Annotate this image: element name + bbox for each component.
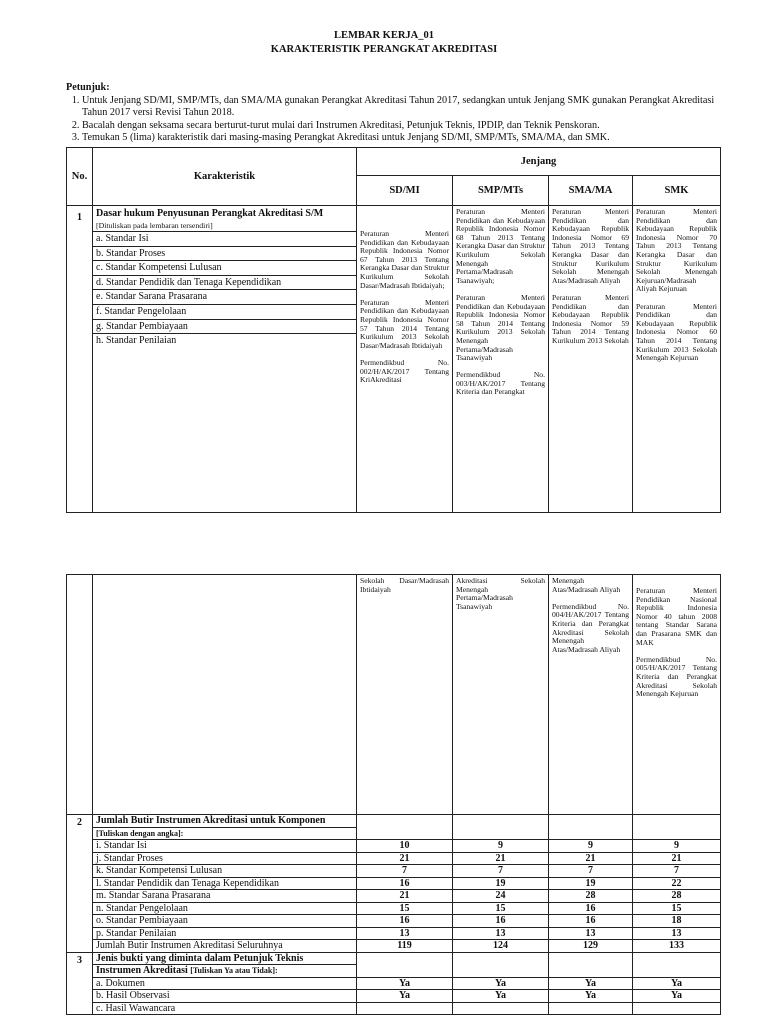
count-value: 16 <box>453 915 549 928</box>
law-text: Peraturan Menteri Pendidikan dan Kebudayaan Republik Indonesia Nomor 69 Tahun 2013 Tentang Kerangka Dasar dan Struktur Kurikulum Sekolah Menengah Atas/Madrasah Aliyah <box>552 207 629 285</box>
count-value: 22 <box>633 877 721 890</box>
row1-sma-cell <box>549 206 633 513</box>
count-value: 15 <box>633 902 721 915</box>
count-label: l. Standar Pendidik dan Tenaga Kependidikan <box>93 877 357 890</box>
row2-title: Jumlah Butir Instrumen Akreditasi untuk Komponen <box>93 815 357 828</box>
row1-item: e. Standar Sarana Prasarana <box>93 290 356 305</box>
total-label: Jumlah Butir Instrumen Akreditasi Seluruhnya <box>93 940 357 953</box>
law-text: Peraturan Menteri Pendidikan dan Kebudayaan Republik Indonesia Nomor 57 Tahun 2014 Tentang Kurikulum 2013 Sekolah Dasar/Madrasah Ibtidaiyah <box>360 297 449 350</box>
page-title: LEMBAR KERJA_01 <box>333 30 435 41</box>
instructions <box>66 82 720 145</box>
total-value: 124 <box>453 940 549 953</box>
count-value: 21 <box>453 852 549 865</box>
page-subtitle: KARAKTERISTIK PERANGKAT AKREDITASI <box>270 44 498 55</box>
law-text: Permendikbud No. 005/H/AK/2017 Tentang Kriteria dan Perangkat Akreditasi Sekolah Menengah Kejuruan <box>636 654 717 699</box>
row-number: 2 <box>67 815 93 953</box>
count-value: 16 <box>549 915 633 928</box>
law-text: Permendikbud No. 003/H/AK/2017 Tentang Kriteria dan Perangkat <box>456 370 545 397</box>
count-value: 19 <box>549 877 633 890</box>
row3-title-cont: Instrumen Akreditasi <box>96 965 188 976</box>
header-no: No. <box>67 148 93 206</box>
row2-note: [Tuliskan dengan angka]: <box>93 827 357 840</box>
evidence-value <box>453 1002 549 1015</box>
row-number: 3 <box>67 952 93 1015</box>
law-text: Permendikbud No. 004/H/AK/2017 Tentang Kriteria dan Perangkat Akreditasi Sekolah Menengah Atas/Madrasah Aliyah <box>552 601 629 654</box>
law-text: Sekolah Dasar/Madrasah Ibtidaiyah <box>360 576 449 594</box>
count-value: 24 <box>453 890 549 903</box>
count-value: 9 <box>549 840 633 853</box>
row1-karakteristik <box>93 206 357 513</box>
header-sd: SD/MI <box>357 176 453 206</box>
instruction-item: 3. Temukan 5 (lima) karakteristik dari masing-masing Perangkat Akreditasi untuk Jenjang SD/MI, SMP/MTs, SMA/MA, dan SMK. <box>82 132 720 145</box>
evidence-value: Ya <box>633 990 721 1003</box>
law-text: Peraturan Menteri Pendidikan dan Kebudayaan Republik Indonesia Nomor 59 Tahun 2014 Tentang Kurikulum 2013 Sekolah <box>552 292 629 345</box>
row1-sd-cell <box>357 206 453 513</box>
law-text: Peraturan Menteri Pendidikan dan Kebudayaan Republik Indonesia Nomor 60 Tahun 2014 Tentang Kurikulum 2013 Sekolah Menengah Kejuruan <box>636 301 718 363</box>
header-jenjang: Jenjang <box>357 148 721 176</box>
row1-smp-cont <box>453 575 549 815</box>
count-value: 19 <box>453 877 549 890</box>
evidence-value: Ya <box>357 977 453 990</box>
row3-title: Jenis bukti yang diminta dalam Petunjuk Teknis <box>93 952 357 965</box>
evidence-value: Ya <box>357 990 453 1003</box>
row1-note: [Dituliskan pada lembaran tersendiri] <box>93 220 356 232</box>
count-value: 9 <box>453 840 549 853</box>
row-number: 1 <box>67 206 93 513</box>
row1-sd-cont <box>357 575 453 815</box>
row1-item: g. Standar Pembiayaan <box>93 320 356 335</box>
row1-item: h. Standar Penilaian <box>96 335 177 347</box>
law-text: Akreditasi Sekolah Menengah Pertama/Madrasah Tsanawiyah <box>456 576 545 611</box>
row1-sma-cont <box>549 575 633 815</box>
characteristics-table <box>66 147 721 513</box>
total-value: 119 <box>357 940 453 953</box>
count-value: 21 <box>357 852 453 865</box>
total-value: 129 <box>549 940 633 953</box>
count-value: 15 <box>453 902 549 915</box>
characteristics-table-continued <box>66 574 721 1015</box>
evidence-value: Ya <box>633 977 721 990</box>
count-value: 28 <box>549 890 633 903</box>
row1-item: d. Standar Pendidik dan Tenaga Kependidikan <box>93 276 356 291</box>
row1-smk-cont <box>633 575 721 815</box>
evidence-label: b. Hasil Observasi <box>93 990 357 1003</box>
evidence-value: Ya <box>453 977 549 990</box>
law-text: Peraturan Menteri Pendidikan dan Kebudayaan Republik Indonesia Nomor 70 Tahun 2013 Tentang Kerangka Dasar dan Struktur Kurikulum Sekolah Menengah Kejuruan/Madrasah Aliyah Kejuruan <box>636 207 718 294</box>
count-value: 16 <box>357 915 453 928</box>
count-value: 7 <box>453 865 549 878</box>
count-value: 7 <box>357 865 453 878</box>
row1-smp-cell <box>453 206 549 513</box>
law-text: Peraturan Menteri Pendidikan dan Kebudayaan Republik Indonesia Nomor 58 Tahun 2014 Tentang Kurikulum 2013 Sekolah Menengah Pertama/Madrasah Tsanawiyah <box>456 292 545 363</box>
evidence-value: Ya <box>453 990 549 1003</box>
row1-smk-cell <box>633 206 721 513</box>
count-value: 9 <box>633 840 721 853</box>
total-value: 133 <box>633 940 721 953</box>
row1-item: f. Standar Pengelolaan <box>93 305 356 320</box>
count-value: 13 <box>453 927 549 940</box>
count-value: 7 <box>633 865 721 878</box>
evidence-value: Ya <box>549 977 633 990</box>
law-text: Peraturan Menteri Pendidikan dan Kebudayaan Republik Indonesia Nomor 68 Tahun 2013 Tentang Kerangka Dasar dan Struktur Kurikulum Sekolah Menengah Pertama/Madrasah Tsanawiyah; <box>456 207 545 285</box>
header-karakteristik: Karakteristik <box>93 148 357 206</box>
count-value: 18 <box>633 915 721 928</box>
count-value: 13 <box>549 927 633 940</box>
count-label: j. Standar Proses <box>93 852 357 865</box>
count-value: 16 <box>549 902 633 915</box>
law-text: Permendikbud No. 002/H/AK/2017 Tentang KriAkreditasi <box>360 357 449 385</box>
count-label: m. Standar Sarana Prasarana <box>93 890 357 903</box>
count-value: 10 <box>357 840 453 853</box>
instruction-item: 2. Bacalah dengan seksama secara berturut-turut mulai dari Instrumen Akreditasi, Petunjuk Teknis, IPDIP, dan Teknik Penskoran. <box>82 120 720 133</box>
count-value: 21 <box>633 852 721 865</box>
evidence-label: c. Hasil Wawancara <box>93 1002 357 1015</box>
row1-title: Dasar hukum Penyusunan Perangkat Akreditasi S/M <box>96 208 324 219</box>
count-value: 7 <box>549 865 633 878</box>
count-value: 13 <box>357 927 453 940</box>
header-smp: SMP/MTs <box>453 176 549 206</box>
law-text: Menengah Atas/Madrasah Aliyah <box>552 576 621 594</box>
count-value: 13 <box>633 927 721 940</box>
header-sma: SMA/MA <box>549 176 633 206</box>
evidence-value: Ya <box>549 990 633 1003</box>
law-text: Peraturan Menteri Pendidikan Nasional Republik Indonesia Nomor 40 tahun 2008 tentang Standar Sarana dan Prasarana SMK dan MAK <box>636 586 717 647</box>
count-value: 15 <box>357 902 453 915</box>
count-label: o. Standar Pembiayaan <box>93 915 357 928</box>
row1-item: c. Standar Kompetensi Lulusan <box>93 261 356 276</box>
count-value: 16 <box>357 877 453 890</box>
count-label: n. Standar Pengelolaan <box>93 902 357 915</box>
evidence-value <box>549 1002 633 1015</box>
count-label: i. Standar Isi <box>93 840 357 853</box>
row1-item: b. Standar Proses <box>93 247 356 262</box>
header-smk: SMK <box>633 176 721 206</box>
instructions-label: Petunjuk: <box>66 82 110 93</box>
count-value: 21 <box>357 890 453 903</box>
count-value: 28 <box>633 890 721 903</box>
row1-item: a. Standar Isi <box>93 232 356 247</box>
law-text: Peraturan Menteri Pendidikan dan Kebudayaan Republik Indonesia Nomor 67 Tahun 2013 Tentang Kerangka Dasar dan Struktur Kurikulum Sekolah Dasar/Madrasah Ibtidaiyah; <box>360 229 449 290</box>
row3-note: [Tuliskan Ya atau Tidak]: <box>190 966 278 975</box>
count-label: k. Standar Kompetensi Lulusan <box>93 865 357 878</box>
evidence-value <box>633 1002 721 1015</box>
count-label: p. Standar Penilaian <box>93 927 357 940</box>
instruction-item: 1. Untuk Jenjang SD/MI, SMP/MTs, dan SMA/MA gunakan Perangkat Akreditasi Tahun 2017, sedangkan untuk Jenjang SMK gunakan Perangkat Akreditasi Tahun 2017 versi Revisi Tahun 2018. <box>82 95 720 120</box>
evidence-label: a. Dokumen <box>93 977 357 990</box>
count-value: 21 <box>549 852 633 865</box>
evidence-value <box>357 1002 453 1015</box>
